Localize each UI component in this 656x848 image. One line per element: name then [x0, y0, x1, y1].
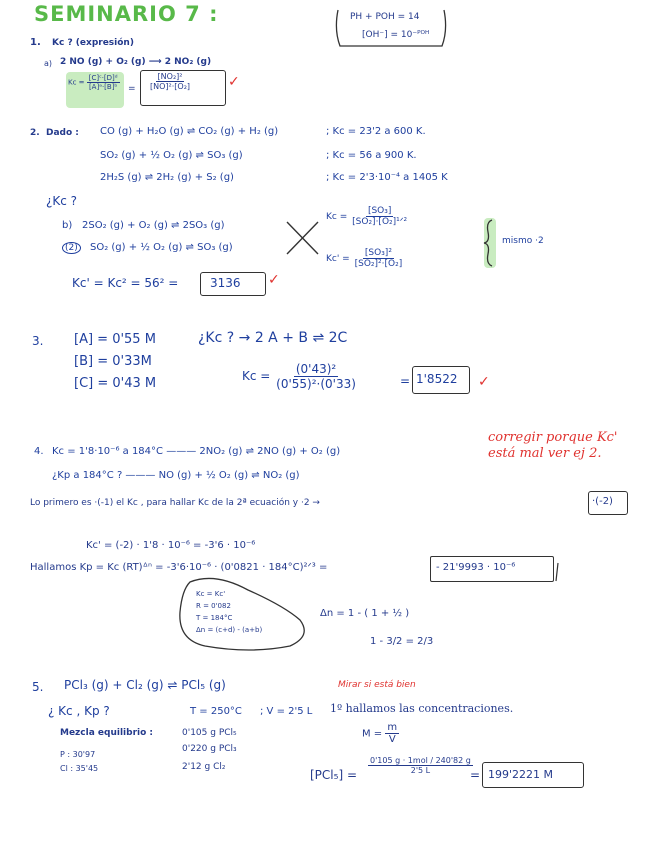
q3-result: 1'8522 — [416, 372, 458, 386]
q4-blob-1: Kc = Kc' — [196, 590, 226, 598]
q4-line-3: Lo primero es ·(-1) el Kc , para hallar Kc de la 2ª ecuación y ·2 → — [30, 498, 320, 508]
q4-red-note: corregir porque Kc' está mal ver ej 2. — [488, 430, 618, 461]
q1-generic-kc — [68, 74, 120, 91]
q4-l3-box-value: ·(-2) — [592, 496, 613, 507]
q2-kc1-label: Kc = — [326, 212, 348, 222]
q5-conc-num: 0'105 g · 1mol / 240'82 g — [370, 756, 471, 765]
q2-b-label: b) — [62, 220, 73, 231]
q1-kc-den: [NO]²·[O₂] — [150, 82, 191, 91]
q3-b: [B] = 0'33M — [74, 354, 152, 369]
q3-number: 3. — [32, 334, 44, 348]
q5-molarity-label: M = — [362, 728, 383, 740]
q2-dado: Dado : — [46, 128, 79, 138]
q5-mezcla: Mezcla equilibrio : — [60, 728, 154, 738]
q3-c: [C] = 0'43 M — [74, 376, 157, 391]
q4-blob-2: R = 0'082 — [196, 602, 231, 610]
q2-mismo: mismo ·2 — [502, 236, 544, 246]
q1-check: ✓ — [228, 74, 240, 90]
q1-equals: = — [128, 84, 136, 94]
q2-reaction-1-k: ; Kc = 23'2 a 600 K. — [326, 126, 426, 137]
q5-mass-3: 2'12 g Cl₂ — [182, 762, 226, 772]
q4-l5-box-value: - 21'9993 · 10⁻⁶ — [436, 562, 516, 573]
q5-question: ¿ Kc , Kp ? — [48, 704, 110, 718]
q3-kc — [242, 362, 358, 391]
top-formula-1: PH + POH = 14 — [350, 12, 420, 22]
q2-kc1-num: [SO₃] — [367, 206, 392, 216]
q4-delta-n-1: Δn = 1 - ( 1 + ½ ) — [320, 608, 410, 619]
q5-molarity-num: m — [387, 722, 398, 733]
q2-check: ✓ — [268, 272, 280, 288]
q2-c2-equation: SO₂ (g) + ½ O₂ (g) ⇌ SO₃ (g) — [90, 242, 233, 253]
q2-question: ¿Kc ? — [46, 194, 78, 208]
q2-result-value: 3136 — [210, 276, 241, 290]
q1-kc-num: [NO₂]² — [157, 72, 183, 81]
q2-c2-label: (2) — [62, 242, 81, 254]
q4-blob-4: Δn = (c+d) - (a+b) — [196, 626, 263, 634]
q3-kc-label: Kc = — [242, 369, 271, 383]
q5-temperature: T = 250°C — [190, 706, 242, 717]
q2-reaction-2-k: ; Kc = 56 a 900 K. — [326, 150, 417, 161]
q1-number: 1. — [30, 37, 41, 48]
q4-blob-3: T = 184°C — [196, 614, 233, 622]
q3-kc-den: (0'55)²·(0'33) — [276, 377, 356, 391]
q5-equation: PCl₃ (g) + Cl₂ (g) ⇌ PCl₅ (g) — [64, 678, 226, 692]
q2-kc2 — [326, 248, 404, 269]
q1-text: Kc ? (expresión) — [52, 38, 134, 48]
q4-line-4: Kc' = (-2) · 1'8 · 10⁻⁶ = -3'6 · 10⁻⁶ — [86, 540, 256, 551]
q5-p-mass: P : 30'97 — [60, 750, 96, 759]
q1-generic-kc-label: Kc = — [68, 78, 85, 87]
q5-red-note: Mirar si está bien — [338, 680, 416, 690]
page-title: SEMINARIO 7 : — [34, 2, 219, 26]
q2-b-equation: 2SO₂ (g) + O₂ (g) ⇌ 2SO₃ (g) — [82, 220, 225, 231]
q2-reaction-2: SO₂ (g) + ½ O₂ (g) ⇌ SO₃ (g) — [100, 150, 243, 161]
q3-question: ¿Kc ? → 2 A + B ⇌ 2C — [198, 330, 348, 346]
q2-kc1 — [326, 206, 409, 227]
q5-step: 1º hallamos las concentraciones. — [330, 702, 514, 715]
q4-line-2: ¿Kp a 184°C ? ——— NO (g) + ½ O₂ (g) ⇌ NO₂ (g) — [52, 470, 300, 481]
q5-mass-2: 0'220 g PCl₃ — [182, 744, 237, 754]
q3-equals: = — [400, 374, 411, 388]
q5-equals: = — [470, 768, 481, 782]
q5-cl-mass: Cl : 35'45 — [60, 764, 99, 773]
q1-kc-fraction — [148, 72, 192, 91]
q5-number: 5. — [32, 680, 44, 694]
q5-molarity — [362, 722, 399, 745]
q5-conc-label: [PCl₅] = — [310, 768, 357, 782]
q5-mass-1: 0'105 g PCl₅ — [182, 728, 237, 738]
q5-result: 199'2221 M — [488, 768, 554, 781]
q3-a: [A] = 0'55 M — [74, 332, 156, 347]
q3-check: ✓ — [478, 374, 490, 390]
q2-reaction-3: 2H₂S (g) ⇌ 2H₂ (g) + S₂ (g) — [100, 172, 234, 183]
q3-kc-num: (0'43)² — [295, 362, 337, 376]
q4-line-1: Kc = 1'8·10⁻⁶ a 184°C ——— 2NO₂ (g) ⇌ 2NO (g) + O₂ (g) — [52, 446, 341, 457]
q1-a-equation: 2 NO (g) + O₂ (g) ⟶ 2 NO₂ (g) — [60, 57, 212, 67]
top-formula-2: [OH⁻] = 10⁻ᴾᴼᴴ — [362, 30, 430, 40]
q1-generic-kc-num: [C]ᶜ·[D]ᵈ — [88, 74, 118, 82]
q4-delta-n-2: 1 - 3/2 = 2/3 — [370, 636, 434, 647]
q2-kc1-den: [SO₂]·[O₂]¹ᐟ² — [352, 217, 408, 227]
q2-kc2-label: Kc' = — [326, 254, 350, 264]
q2-reaction-3-k: ; Kc = 2'3·10⁻⁴ a 1405 K — [326, 172, 448, 183]
q4-number: 4. — [34, 446, 44, 457]
q5-conc-fraction — [368, 756, 473, 775]
q5-molarity-den: V — [388, 734, 396, 745]
q5-conc-den: 2'5 L — [410, 766, 431, 775]
q4-line-5: Hallamos Kp = Kc (RT)ᐞⁿ = -3'6·10⁻⁶ · (0'0821 · 184°C)²ᐟ³ = — [30, 562, 328, 573]
q2-reaction-1: CO (g) + H₂O (g) ⇌ CO₂ (g) + H₂ (g) — [100, 126, 279, 137]
q2-kc2-den: [SO₂]²·[O₂] — [354, 259, 403, 269]
q1-generic-kc-den: [A]ᵃ·[B]ᵇ — [88, 83, 118, 91]
q1-a-label: a) — [44, 59, 53, 68]
q2-number: 2. — [30, 128, 40, 138]
q2-result-lhs: Kc' = Kc² = 56² = — [72, 276, 179, 290]
q5-volume: ; V = 2'5 L — [260, 706, 313, 717]
q2-kc2-num: [SO₃]² — [364, 248, 392, 258]
